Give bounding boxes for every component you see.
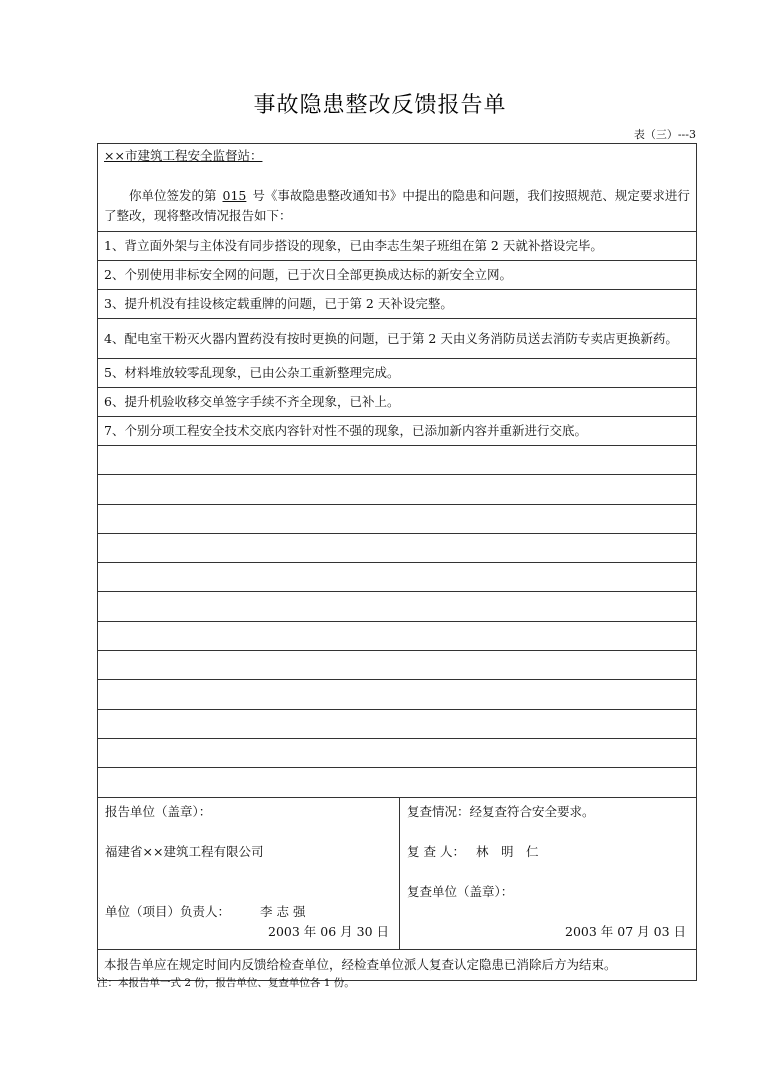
header-row xyxy=(98,144,697,232)
blank-row xyxy=(98,504,697,533)
item-row xyxy=(98,359,697,388)
reviewer-name: 林 明 仁 xyxy=(476,843,539,859)
item-row xyxy=(98,417,697,446)
item-row xyxy=(98,388,697,417)
item-row xyxy=(98,290,697,319)
item-text: 6、提升机验收移交单签字手续不齐全现象，已补上。 xyxy=(98,388,697,417)
review-cell xyxy=(400,797,697,949)
blank-row xyxy=(98,621,697,650)
blank-row xyxy=(98,680,697,709)
reviewer-label: 复 查 人： xyxy=(407,843,465,859)
report-form xyxy=(97,143,697,981)
item-row xyxy=(98,232,697,261)
item-row xyxy=(98,261,697,290)
blank-row xyxy=(98,709,697,738)
blank-cell xyxy=(98,446,697,475)
report-unit-cell xyxy=(98,797,400,949)
signature-row xyxy=(98,797,697,949)
blank-row xyxy=(98,592,697,621)
header-cell xyxy=(98,144,697,232)
blank-cell xyxy=(98,475,697,504)
item-text: 2、个别使用非标安全网的问题，已于次日全部更换成达标的新安全立网。 xyxy=(98,261,697,290)
report-company: 福建省××建筑工程有限公司 xyxy=(105,843,264,859)
blank-row xyxy=(98,563,697,592)
addressee: ××市建筑工程安全监督站： xyxy=(104,148,263,163)
intro-before: 你单位签发的第 xyxy=(129,188,217,203)
blank-cell xyxy=(98,621,697,650)
page-title: 事故隐患整改反馈报告单 xyxy=(253,93,507,118)
item-text: 7、个别分项工程安全技术交底内容针对性不强的现象，已添加新内容并重新进行交底。 xyxy=(98,417,697,446)
item-text: 4、配电室干粉灭火器内置药没有按时更换的问题，已于第 2 天由义务消防员送去消防专卖店更换新药。 xyxy=(98,319,697,359)
intro-after: 号《事故隐患整改通知书》中提出的隐患和问题，我们按照规范、规定要求进行了整改，现将整改情况报告如下： xyxy=(104,188,690,223)
report-unit-label: 报告单位（盖章）： xyxy=(105,803,212,819)
blank-cell xyxy=(98,504,697,533)
blank-cell xyxy=(98,563,697,592)
blank-row xyxy=(98,768,697,797)
blank-cell xyxy=(98,651,697,680)
item-text: 5、材料堆放较零乱现象，已由公杂工重新整理完成。 xyxy=(98,359,697,388)
form-code: 表（三）---3 xyxy=(633,128,696,141)
intro-paragraph xyxy=(104,186,690,226)
blank-cell xyxy=(98,738,697,767)
blank-row xyxy=(98,651,697,680)
blank-cell xyxy=(98,533,697,562)
blank-row xyxy=(98,533,697,562)
blank-cell xyxy=(98,592,697,621)
blank-row xyxy=(98,446,697,475)
item-text: 1、背立面外架与主体没有同步搭设的现象，已由李志生架子班组在第 2 天就补搭设完毕。 xyxy=(98,232,697,261)
footer-text: 本报告单应在规定时间内反馈给检查单位，经检查单位派人复查认定隐患已消除后方为结束。 xyxy=(98,949,697,980)
unit-head-name: 李 志 强 xyxy=(260,903,306,919)
footnote: 注：本报告单一式 2 份，报告单位、复查单位各 1 份。 xyxy=(97,977,355,989)
blank-row xyxy=(98,738,697,767)
report-date: 2003 年 06 月 30 日 xyxy=(268,923,389,939)
blank-cell xyxy=(98,680,697,709)
review-date: 2003 年 07 月 03 日 xyxy=(565,923,687,939)
item-row xyxy=(98,319,697,359)
blank-cell xyxy=(98,768,697,797)
blank-cell xyxy=(98,709,697,738)
item-text: 3、提升机没有挂设核定载重牌的问题，已于第 2 天补设完整。 xyxy=(98,290,697,319)
review-status: 复查情况：经复查符合安全要求。 xyxy=(407,803,595,819)
unit-head-label: 单位（项目）负责人： xyxy=(105,903,231,919)
review-unit-label: 复查单位（盖章）： xyxy=(407,883,514,899)
notice-number: 015 xyxy=(222,188,247,203)
blank-row xyxy=(98,475,697,504)
